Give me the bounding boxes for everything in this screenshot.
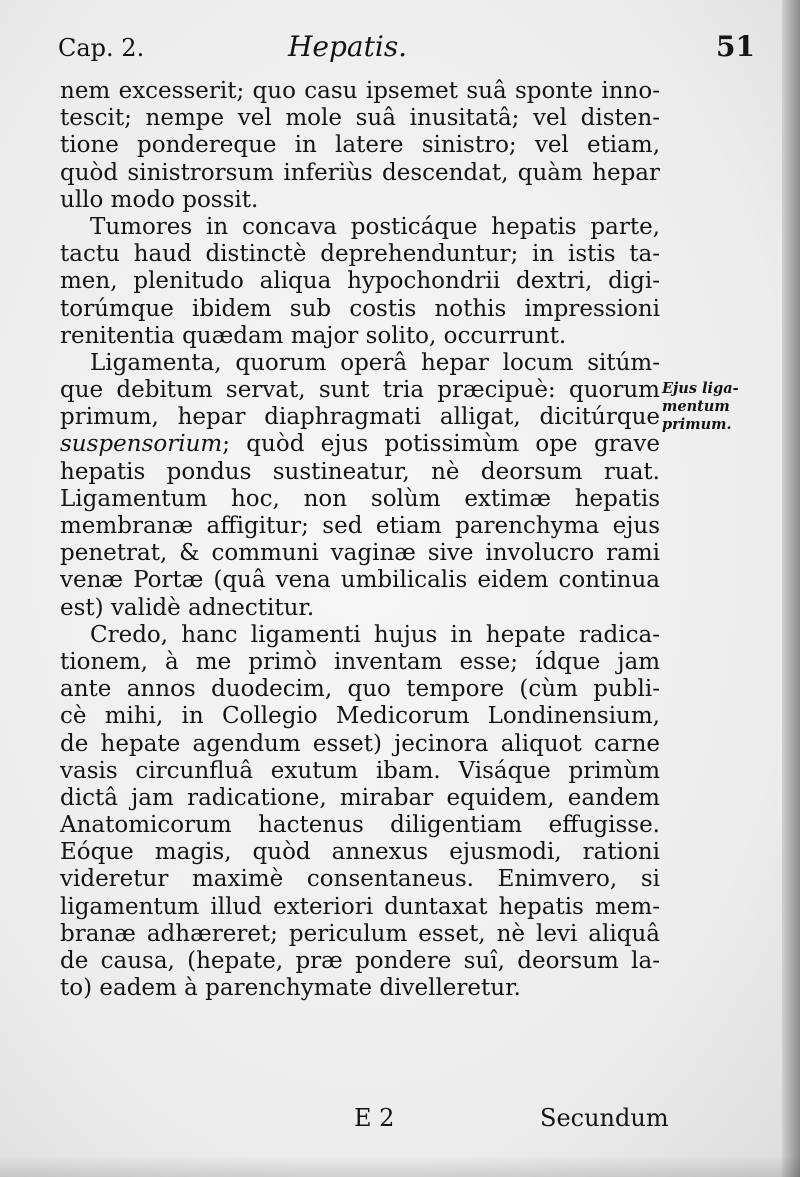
text-fragment: ; quòd ejus potissimùm ope grave (222, 431, 660, 458)
text-line: cè mihi, in Collegio Medicorum Londinensium, (60, 703, 660, 730)
text-line: renitentia quædam major solito, occurrunt. (60, 322, 567, 349)
text-line: hepatis pondus sustineatur, nè deorsum ruat. (60, 458, 660, 485)
text-line: Tumores in concava posticáque hepatis parte, (90, 213, 660, 240)
text-line: membranæ affigitur; sed etiam parenchyma ejus (60, 513, 660, 539)
signature-mark: E 2 (354, 1104, 395, 1132)
text-line: tactu haud distinctè deprehenduntur; in istis ta- (60, 241, 660, 268)
text-line: men, plenitudo aliqua hypochondrii dextri, digi- (60, 268, 660, 295)
text-line: vasis circunfluâ exutum ibam. Visáque primùm (60, 757, 660, 784)
margin-note-line: Ejus liga- (662, 380, 739, 397)
text-line: quòd sinistrorsum inferiùs descendat, quàm hepar (60, 159, 660, 186)
text-line: est) validè adnectitur. (60, 594, 315, 621)
text-line: primum, hepar diaphragmati alligat, dicitúrque (60, 404, 660, 431)
text-line: ligamentum illud exteriori duntaxat hepatis mem- (60, 893, 660, 920)
chapter-label: Cap. 2. (58, 34, 145, 62)
text-line: de hepate agendum esset) jecinora aliquot carne (60, 730, 660, 757)
page-footer (0, 1104, 800, 1140)
text-line: Ligamentum hoc, non solùm extimæ hepatis (60, 485, 660, 512)
body-text (60, 78, 660, 1002)
text-line: Credo, hanc ligamenti hujus in hepate radica- (90, 621, 660, 648)
text-line: de causa, (hepate, præ pondere suî, deorsum la- (60, 948, 660, 974)
text-line: to) eadem à parenchymate divelleretur. (60, 975, 521, 1002)
text-line: branæ adhæreret; periculum esset, nè levi aliquâ (60, 920, 660, 947)
text-line (60, 431, 660, 458)
catchword: Secundum (540, 1104, 669, 1132)
text-line: Ligamenta, quorum operâ hepar locum sitúm- (90, 349, 660, 376)
text-line: Anatomicorum hactenus diligentiam effugisse. (60, 812, 660, 839)
running-title: Hepatis. (288, 30, 408, 63)
text-line: tionem, à me primò inventam esse; ídque jam (60, 648, 660, 675)
text-line: tione pondereque in latere sinistro; vel etiam, (60, 132, 660, 159)
text-line: ante annos duodecim, quo tempore (cùm publi- (60, 676, 660, 703)
text-line: que debitum servat, sunt tria præcipuè: quorum (60, 377, 660, 404)
text-line: nem excesserit; quo casu ipsemet suâ sponte inno- (60, 78, 660, 104)
page-number: 51 (716, 30, 755, 63)
page-header (0, 28, 800, 68)
margin-note (662, 380, 772, 434)
text-line: Eóque magis, quòd annexus ejusmodi, rationi (60, 839, 660, 866)
text-line: penetrat, & communi vaginæ sive involucro rami (60, 540, 660, 567)
text-line: dictâ jam radicatione, mirabar equidem, eandem (60, 784, 660, 811)
page-gutter-shadow (782, 0, 800, 1177)
text-line: tescit; nempe vel mole suâ inusitatâ; vel disten- (60, 105, 660, 132)
page-bottom-shadow (0, 1155, 800, 1177)
text-line: ullo modo possit. (60, 186, 259, 213)
italic-term: suspensorium (60, 431, 223, 458)
text-line: videretur maximè consentaneus. Enimvero, si (60, 866, 660, 893)
margin-note-line: mentum (662, 398, 730, 415)
text-line: venæ Portæ (quâ vena umbilicalis eidem continua (60, 567, 660, 594)
text-line: torúmque ibidem sub costis nothis impressioni (60, 295, 660, 322)
margin-note-line: primum. (662, 416, 732, 433)
